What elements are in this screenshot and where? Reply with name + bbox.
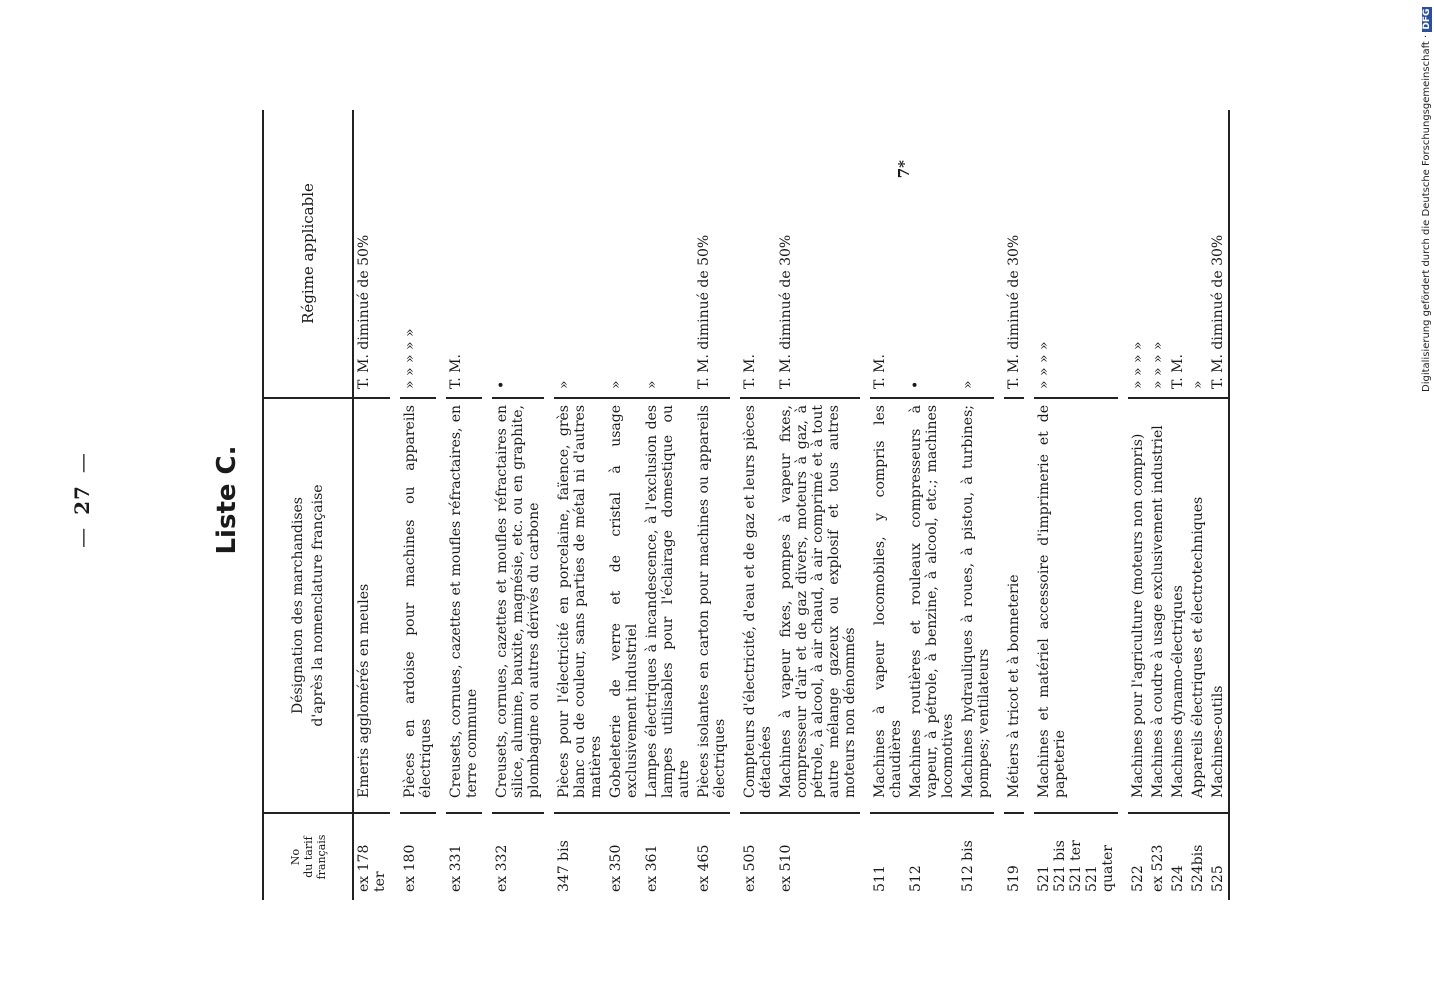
- table-row: [1128, 110, 1148, 900]
- tariff-number: ex 180: [400, 812, 436, 900]
- page-number: [70, 0, 94, 1000]
- table-row: [1004, 110, 1024, 900]
- row-spacer: [390, 110, 400, 900]
- row-spacer: [436, 110, 446, 900]
- regime: •: [494, 380, 510, 389]
- header-regime-label: Régime applicable: [299, 183, 317, 324]
- designation: Pièces isolantes en carton pour machines ou appareils électriques: [694, 397, 730, 812]
- dfg-badge: DFG: [1422, 8, 1432, 30]
- tariff-number: 512 bis: [958, 812, 994, 900]
- tariff-number: ex 178 ter: [354, 812, 390, 900]
- tariff-number: ex 361: [642, 812, 694, 900]
- regime: »: [1190, 380, 1206, 389]
- header-des-line1: Désignation des marchandises: [290, 497, 306, 715]
- tariff-number: 525: [1208, 812, 1228, 900]
- tariff-number: ex 332: [492, 812, 544, 900]
- table-row: [606, 110, 642, 900]
- designation: Machines dynamo-électriques: [1168, 397, 1188, 812]
- row-spacer: [994, 110, 1004, 900]
- page-number-dash-right: —: [70, 452, 94, 474]
- credit-text: Digitalisierung gefördert durch die Deutsche Forschungsgemeinschaft · DFG: [1421, 8, 1432, 392]
- credit-label: Digitalisierung gefördert durch die Deutsche Forschungsgemeinschaft: [1421, 41, 1432, 392]
- table-row: [642, 110, 694, 900]
- regime: » » » » »: [402, 328, 418, 389]
- regime: •: [908, 380, 924, 389]
- regime: » » » »: [1036, 341, 1052, 389]
- table-row: [740, 110, 776, 900]
- header-no-line1: No: [288, 848, 302, 866]
- header-regime: [264, 110, 352, 397]
- regime: » » » »: [1130, 341, 1146, 389]
- regime: »: [556, 380, 572, 389]
- digitization-credit: [1418, 0, 1434, 1000]
- regime: T. M.: [742, 354, 758, 389]
- designation: Gobeleterie de verre et de cristal à usage exclusivement industriel: [606, 397, 642, 812]
- row-spacer: [730, 110, 740, 900]
- designation: Creusets, cornues, cazettes et moufles réfractaires, en terre commune: [446, 397, 482, 812]
- tariff-number: 522: [1128, 812, 1148, 900]
- regime: T. M. diminué de 30%: [1006, 234, 1022, 389]
- regime: » » » »: [1150, 341, 1166, 389]
- designation: Appareils électriques et électrotechniques: [1188, 397, 1208, 812]
- tariff-number: 519: [1004, 812, 1024, 900]
- table-row: [492, 110, 544, 900]
- tariff-number: ex 505: [740, 812, 776, 900]
- tariff-number: ex 510: [776, 812, 860, 900]
- table-row: [400, 110, 436, 900]
- regime: T. M.: [872, 354, 888, 389]
- designation: Machines hydrauliques à roues, à pistou, à turbines; pompes; ventilateurs: [958, 397, 994, 812]
- designation: Machines et matériel accessoire d'imprimerie et de papeterie: [1034, 397, 1118, 812]
- table-row: [554, 110, 606, 900]
- regime: »: [960, 380, 976, 389]
- designation: Machines à vapeur locomobiles, y compris les chaudières: [870, 397, 906, 812]
- designation: Emeris agglomérés en meules: [354, 397, 390, 812]
- row-spacer: [482, 110, 492, 900]
- designation: Métiers à tricot et à bonneterie: [1004, 397, 1024, 812]
- designation: Creusets, cornues, cazettes et moufles réfractaires en silice, alumine, bauxite, magnésie, etc. ou en graphite, plombagine ou autres dérivés du carbone: [492, 397, 544, 812]
- tariff-number: 511: [870, 812, 906, 900]
- page-number-value: 27: [70, 485, 94, 515]
- tariff-number: ex 523: [1148, 812, 1168, 900]
- tariff-number: 521 521 bis 521 ter 521 quater: [1034, 812, 1118, 900]
- row-spacer: [860, 110, 870, 900]
- regime: T. M. diminué de 30%: [778, 234, 794, 389]
- header-designation: [264, 397, 352, 812]
- tariff-table: [262, 110, 1230, 900]
- header-des-line2: d'après la nomenclature française: [310, 484, 326, 727]
- table-row: [870, 110, 906, 900]
- page-number-dash-left: —: [70, 526, 94, 548]
- header-tariff-number: [264, 812, 352, 900]
- header-no-line3: français: [314, 834, 328, 880]
- designation: Machines à vapeur fixes, pompes à vapeur fixes, compresseur d'air et de gaz divers, moteurs à gaz, à pétrole, à alcool, à air chaud, à air comprimé et à tout autre mélange gazeux ou explosif et tous autres moteurs non dénommés: [776, 397, 860, 812]
- regime: »: [644, 380, 660, 389]
- designation: Machines pour l'agriculture (moteurs non compris): [1128, 397, 1148, 812]
- table-row: [446, 110, 482, 900]
- tariff-number: 524: [1168, 812, 1188, 900]
- designation: Machines-outils: [1208, 397, 1228, 812]
- designation: Pièces en ardoise pour machines ou appareils électriques: [400, 397, 436, 812]
- list-title: Liste C.: [212, 445, 242, 555]
- table-row: [1208, 110, 1228, 900]
- regime: »: [608, 380, 624, 389]
- table-row: [354, 110, 390, 900]
- regime: T. M. diminué de 30%: [1210, 234, 1226, 389]
- tariff-number: 512: [906, 812, 958, 900]
- row-spacer: [544, 110, 554, 900]
- regime: T. M.: [1170, 354, 1186, 389]
- designation: Machines routières et rouleaux compresseurs à vapeur, à pétrole, à benzine, à alcool, etc.; machines locomotives: [906, 397, 958, 812]
- regime: T. M. diminué de 50%: [356, 234, 372, 389]
- tariff-number: 347 bis: [554, 812, 606, 900]
- table-row: [1034, 110, 1118, 900]
- table-row: [958, 110, 994, 900]
- table-row: [1188, 110, 1208, 900]
- designation: Compteurs d'électricité, d'eau et de gaz et leurs pièces détachées: [740, 397, 776, 812]
- table-row: [776, 110, 860, 900]
- designation: Lampes électriques à incandescence, à l'exclusion des lampes utilisables pour l'éclairage domestique ou autre: [642, 397, 694, 812]
- regime: T. M.: [448, 354, 464, 389]
- regime: T. M. diminué de 50%: [696, 234, 712, 389]
- tariff-number: ex 465: [694, 812, 730, 900]
- tariff-number: 524bis: [1188, 812, 1208, 900]
- row-spacer: [1024, 110, 1034, 900]
- tariff-number: ex 331: [446, 812, 482, 900]
- table-body: [354, 110, 1228, 900]
- signature-mark: 7*: [895, 160, 913, 179]
- table-row: [1168, 110, 1188, 900]
- table-header: [264, 110, 354, 900]
- designation: Pièces pour l'électricité en porcelaine, faïence, grès blanc ou de couleur, sans parties de métal ni d'autres matières: [554, 397, 606, 812]
- row-spacer: [1118, 110, 1128, 900]
- table-row: [694, 110, 730, 900]
- header-no-line2: du tarif: [301, 836, 315, 878]
- table-row: [906, 110, 958, 900]
- tariff-number: ex 350: [606, 812, 642, 900]
- table-row: [1148, 110, 1168, 900]
- designation: Machines à coudre à usage exclusivement industriel: [1148, 397, 1168, 812]
